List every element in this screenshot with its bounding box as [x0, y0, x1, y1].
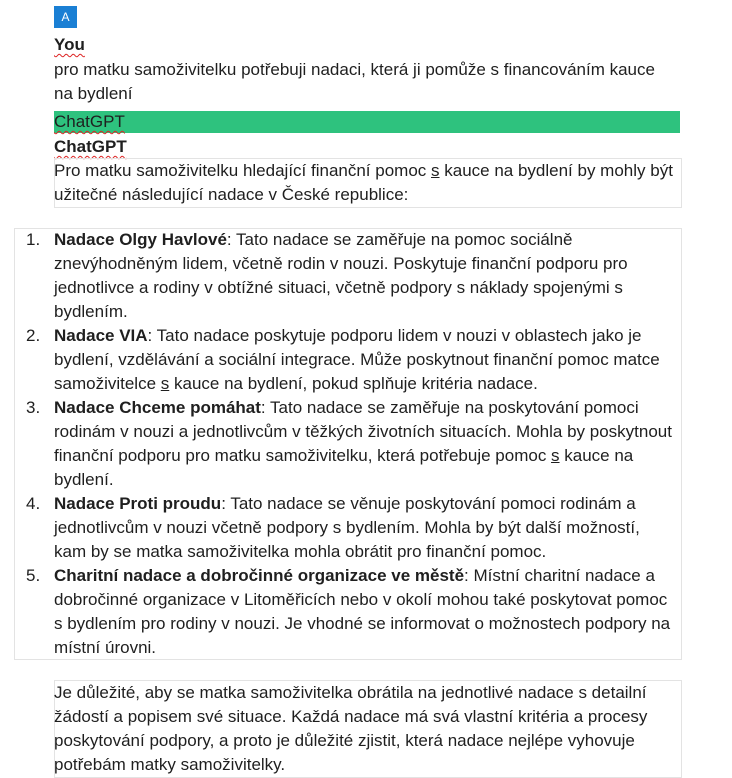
foundation-title: Nadace Chceme pomáhat [54, 398, 261, 417]
list-item: 5. Charitní nadace a dobročinné organizace ve městě: Místní charitní nadace a dobročinné organizace v Litoměřicích nebo v okolí mohou také poskytovat pomoc s bydlením pro rodiny v nouzi. Je vhodné se informovat o možnostech podpory na místní úrovni. [26, 566, 671, 657]
assistant-header-bar [54, 111, 680, 133]
assistant-closing: Je důležité, aby se matka samoživitelka obrátila na jednotlivé nadace s detailní žádostí a popisem své situace. Každá nadace má svá vlastní kritéria a procesy poskytování podpory, a proto je důležité zjistit, která nadace nejlépe vyhovuje potřebám matky samoživitelky. [54, 683, 648, 774]
user-avatar: A [54, 6, 77, 28]
assistant-name: ChatGPT [54, 137, 127, 156]
foundation-title: Nadace Olgy Havlové [54, 230, 227, 249]
list-item: 4. Nadace Proti proudu: Tato nadace se věnuje poskytování pomoci rodinám a jednotlivcům v nouzi včetně podpory s bydlením. Mohla by být další možností, kam by se matka samoživitelka mohla obrátit pro finanční pomoc. [26, 494, 640, 561]
list-item: 3. Nadace Chceme pomáhat: Tato nadace se zaměřuje na poskytování pomoci rodinám v nouzi a jednotlivcům v těžkých životních situacích. Mohla by poskytnout finanční podporu pro matku samoživitelku, která potřebuje pomoc s kauce na bydlení. [26, 398, 672, 489]
list-item: 2. Nadace VIA: Tato nadace poskytuje podporu lidem v nouzi v oblastech jako je bydlení, vzdělávání a sociální integrace. Může poskytnout finanční pomoc matce samoživitelce s kauce na bydlení, pokud splňuje kritéria nadace. [26, 326, 660, 393]
list-item: 1. Nadace Olgy Havlové: Tato nadace se zaměřuje na pomoc sociálně znevýhodněným lidem, včetně rodin v nouzi. Poskytuje finanční podporu pro jednotlivce a rodiny v obtížné situaci, včetně podpory s náklady spojenými s bydlením. [26, 230, 628, 321]
foundation-title: Charitní nadace a dobročinné organizace ve městě [54, 566, 465, 585]
user-name: You [54, 35, 85, 54]
assistant-intro: Pro matku samoživitelku hledající finanční pomoc s kauce na bydlení by mohly být užitečné následující nadace v České republice: [54, 161, 673, 204]
foundation-title: Nadace VIA [54, 326, 148, 345]
foundation-list [0, 228, 680, 660]
user-message: pro matku samoživitelku potřebuji nadaci, která ji pomůže s financováním kauce na bydlení [54, 60, 655, 103]
assistant-bar-label: ChatGPT [54, 112, 125, 131]
foundation-title: Nadace Proti proudu [54, 494, 222, 513]
